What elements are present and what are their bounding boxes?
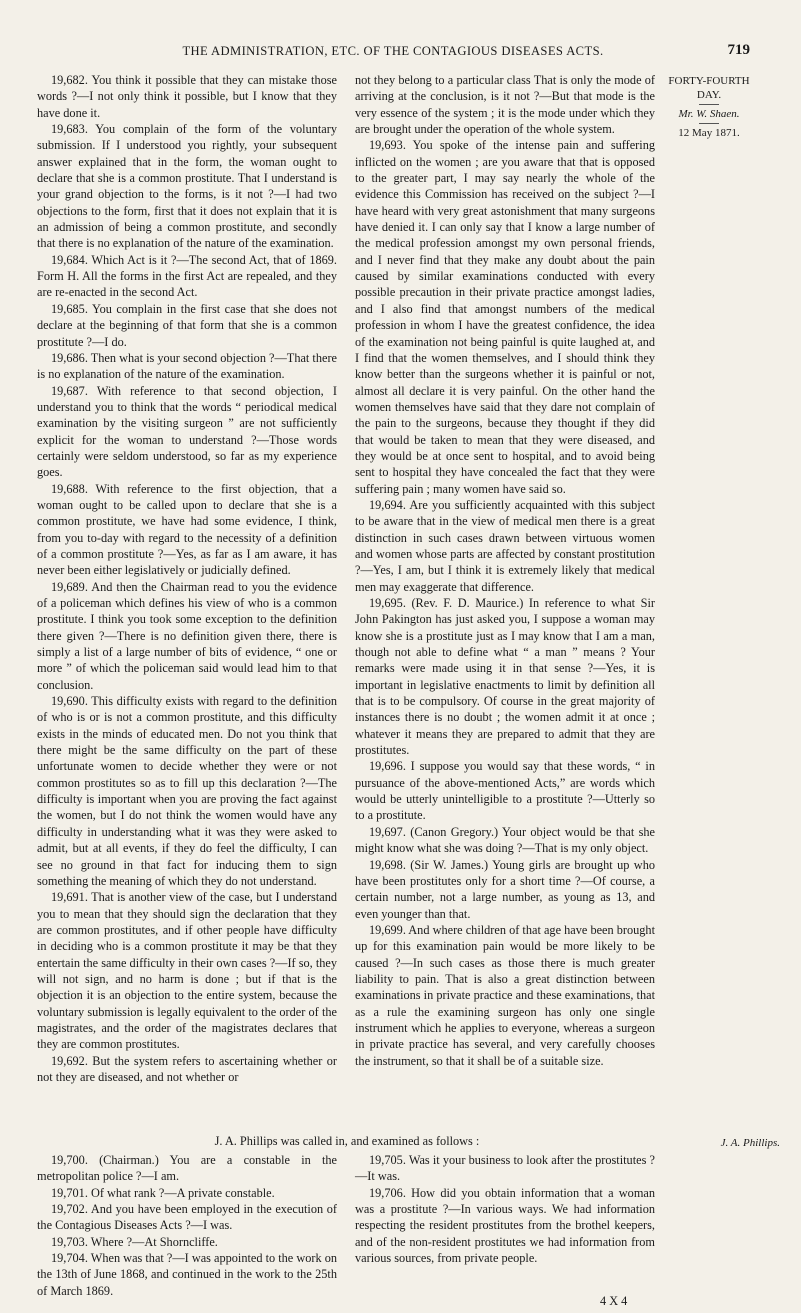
paragraph: not they belong to a particular class That is only the mode of arriving at the conclusion, is it not ?—But that mode is the very essence of the system ; it is the mode under which they are brought under the operation of the whole system. — [355, 73, 655, 137]
margin-note — [668, 74, 750, 140]
paragraph: 19,697. (Canon Gregory.) Your object would be that she might know what she was doing ?—That is my only object. — [355, 824, 655, 856]
paragraph: 19,690. This difficulty exists with regard to the definition of who is or is not a common prostitute, and this difficulty exists in the minds of educated men. Do not you think that there might be the same difficulty on the part of these unfortunate women to decide whether they were or not common prostitutes so as to fill up this declaration ?—The difficulty is important when you are proving the fact against the women, but I do not think the women would have any difficulty in understanding what it was they were asked to admit, but at all events, if they do feel the difficulty, I can see no ground in that fact for inducing them to sign something the meaning of which they do not understand. — [37, 694, 337, 888]
margin-witness: Mr. W. Shaen. — [678, 108, 740, 120]
paragraph: 19,703. Where ?—At Shorncliffe. — [51, 1234, 218, 1249]
paragraph: 19,700. (Chairman.) You are a constable in the metropolitan police ?—I am. — [37, 1153, 337, 1184]
paragraph: 19,698. (Sir W. James.) Young girls are brought up who have been prostitutes only for a short time ?—Of course, a certain number, not a large number, as young as 13, and even younger than that. — [355, 857, 655, 921]
paragraph: 19,683. You complain of the form of the voluntary submission. If I understood you rightly, your subsequent answer explained that in the form, the woman ought to declare that she is a common prostitute. That I understand is your grand objection to the forms, is it not ?—I had two objections to the form, first that it does not explain that it is an admission of being a common prostitute, and secondly that there is no explanation of the nature of the examination. — [37, 122, 337, 251]
margin-date: 12 May 1871. — [678, 127, 740, 139]
running-header — [36, 44, 750, 59]
paragraph: 19,701. Of what rank ?—A private constable. — [51, 1185, 275, 1200]
margin-day: FORTY-FOURTH DAY. — [668, 75, 750, 101]
witness-margin-note: J. A. Phillips. — [720, 1137, 780, 1149]
paragraph: 19,692. But the system refers to ascertaining whether or not they are diseased, and not whether or — [37, 1053, 337, 1084]
paragraph: 19,687. With reference to that second objection, I understand you to think that the words “ periodical medical examination by the visiting surgeon ” are not sufficiently explicit for the woman to understand ?—Those words certainly were seldom understood, so far as my experience goes. — [37, 383, 337, 480]
paragraph: 19,696. I suppose you would say that these words, “ in pursuance of the above-mentioned Acts,” are words which would be utterly unintelligible to a prostitute ?—Utterly so to a prostitute. — [355, 759, 655, 823]
paragraph: 19,704. When was that ?—I was appointed to the work on the 13th of June 1868, and continued in the work to the 25th of March 1869. — [37, 1251, 337, 1298]
paragraph: 19,685. You complain in the first case that she does not declare at the beginning of that form that she is a common prostitute ?—I do. — [37, 301, 337, 349]
paragraph: 19,682. You think it possible that they can mistake those words ?—I not only think it possible, but I know that they have done it. — [37, 73, 337, 120]
margin-rule — [699, 104, 719, 105]
paragraph: 19,699. And where children of that age have been brought up for this examination pain would be more likely to be caused ?—In such cases as those there is much greater liability to pain. That is also a great distinction between examinations in private practice and these examinations, that as a rule the examining surgeon has only one single instrument which he applies to everyone, whereas a surgeon in private practice has several, and very carefully chooses the instrument, so that it shall be of a suitable size. — [355, 922, 655, 1068]
paragraph: 19,689. And then the Chairman read to you the evidence of a policeman which defines his view of who is a common prostitute. I think you took some exception to the definition there given ?—There is no definition given there, there is simply a list of a large number of bits of evidence, “ one or more ” of which the policeman said would lead him to that conclusion. — [37, 579, 337, 692]
paragraph: 19,688. With reference to the first objection, that a woman ought to be called upon to declare that she is a common prostitute, we have had some evidence, I think, from you to-day with regard to the necessity of a definition of a common prostitute ?—Yes, as far as I am aware, it has never been either legislatively or judicially defined. — [37, 481, 337, 578]
right-column — [355, 72, 655, 1069]
paragraph: 19,691. That is another view of the case, but I understand you to mean that they should sign the declaration that they are common prostitutes, and if other people have difficulty in deciding who is a common prostitute it may be that they entertain the same difficulty in their own cases ?—If so, they will not sign, and no harm is done ; but if that is the objection it is an objection to the entire system, because the voluntary submission is legally equivalent to the order of the magistrates, and the order of the magistrates declares that they are common prostitutes. — [37, 890, 337, 1052]
paragraph: 19,695. (Rev. F. D. Maurice.) In reference to what Sir John Pakington has just asked you, I suppose a woman may know she is a prostitute just as I may know that I am a man, though not able to define what “ a man ” means ? Your remarks were made using it in that sense ?—Yes, it is important in legislative enactments to limit by definition all that is to be compulsory. Of course in the great majority of instances there is no doubt ; the women admit it at once ; whatever it means they are prepared to admit that they are prostitutes. — [355, 596, 655, 758]
paragraph: 19,686. Then what is your second objection ?—That there is no explanation of the nature of the examination. — [37, 350, 337, 382]
witness-heading: J. A. Phillips was called in, and examined as follows : — [214, 1134, 480, 1148]
paragraph: 19,693. You spoke of the intense pain and suffering inflicted on the women ; are you aware that that is opposed to the greater part, I may say nearly the whole of the evidence this Commission has received on the subject ?—I have heard with very great astonishment that many surgeons have denied it. I can only say that I know a large number of the medical profession amongst my own personal friends, and I never find that they make any doubt about the pain caused by similar examinations conducted with every possible precaution in their private practice amongst ladies, and I also find that amongst numbers of the medical profession in whom I have the greatest confidence, the idea of the examination not being painful is quite laughed at, and I find that the women themselves, and I should think they know better than the surgeons whether it is painful or not, almost all declare it is very painful. On the other hand the women themselves have said that they dare not complain of the pain to the surgeons, because they thought if they did that would be taken to mean that they were diseased, and they would be at once sent to hospital, and to avoid being sent to hospital they have concealed the fact that they were suffering pain ; many women have said so. — [355, 138, 655, 496]
paragraph: 19,705. Was it your business to look after the prostitutes ?—It was. — [355, 1153, 655, 1184]
right-column-2 — [355, 1152, 655, 1266]
paragraph: 19,702. And you have been employed in the execution of the Contagious Diseases Acts ?—I was. — [37, 1202, 337, 1233]
page-number: 719 — [727, 42, 750, 58]
signature-mark: 4 X 4 — [600, 1294, 628, 1308]
paragraph: 19,694. Are you sufficiently acquainted with this subject to be aware that in the view of medical men there is a great distinction in such cases drawn between virtuous women and women whose parts are affected by constant prostitution ?—Yes, I am, but I think it is extremely likely that medical men may exaggerate that difference. — [355, 497, 655, 594]
left-column-2 — [37, 1152, 337, 1299]
header-title: THE ADMINISTRATION, ETC. OF THE CONTAGIOUS DISEASES ACTS. — [182, 44, 604, 58]
paragraph: 19,684. Which Act is it ?—The second Act, that of 1869. Form H. All the forms in the first Act are repealed, and they are re-enacted in the second Act. — [37, 252, 337, 300]
left-column — [37, 72, 337, 1085]
margin-rule — [699, 123, 719, 124]
paragraph: 19,706. How did you obtain information that a woman was a prostitute ?—In various ways. We had information respecting the resident prostitutes from the brothel keepers, and of the non-resident prostitutes we had information from various sources, from private people. — [355, 1185, 655, 1266]
